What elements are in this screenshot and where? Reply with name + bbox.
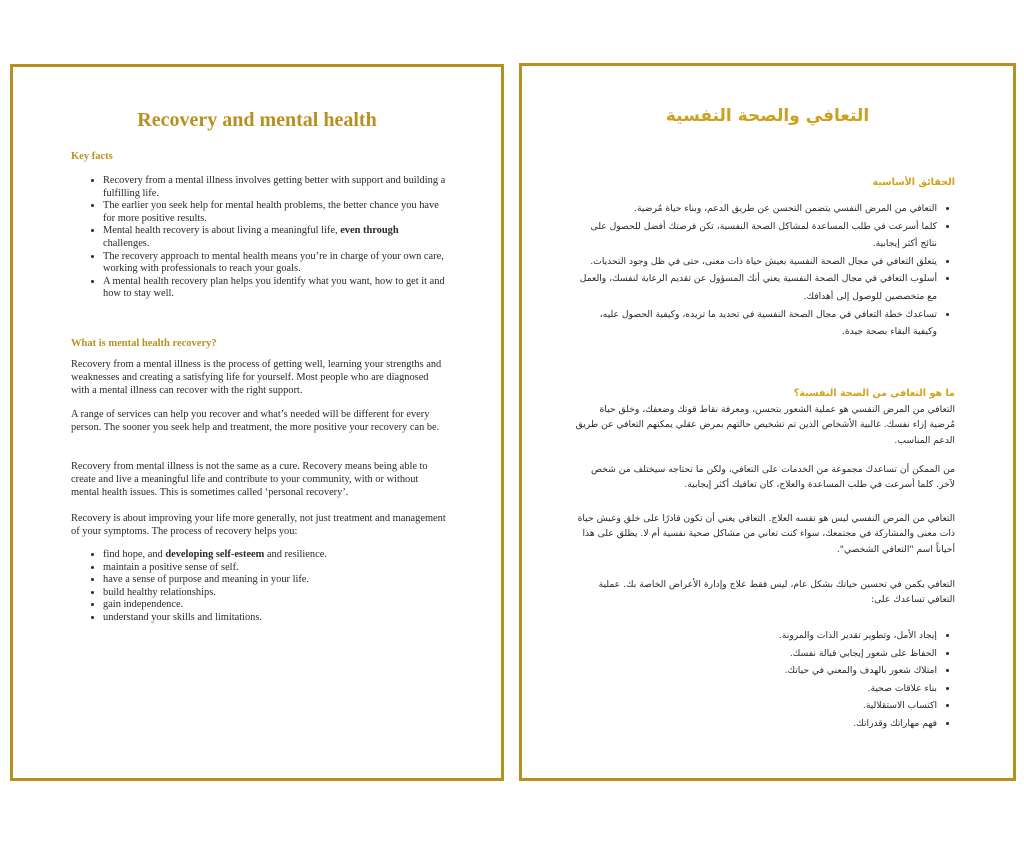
english-key-facts-heading: Key facts — [71, 151, 113, 162]
arabic-title: التعافي والصحة النفسية — [665, 106, 870, 126]
english-key-facts-list — [71, 175, 446, 301]
paragraph: التعافي يكمن في تحسين حياتك بشكل عام، ليس فقط علاج وإدارة الأعراض الخاصة بك. عملية التعافي تساعدك على: — [598, 579, 955, 606]
list-item: • maintain a positive sense of self. — [103, 562, 446, 575]
list-item: • امتلاك شعور بالهدف والمعني في حياتك. — [575, 662, 937, 680]
list-item: • find hope, and developing self-esteem and resilience. — [103, 549, 446, 562]
list-item: • يتعلق التعافي في مجال الصحة النفسية بعيش حياة ذات معنى، حتى في ظل وجود التحديات. — [575, 253, 937, 271]
english-helps-list — [71, 549, 446, 625]
list-item: • أسلوب التعافي في مجال الصحة النفسية يعني أنك المسؤول عن تقديم الرعاية لنفسك، والعمل مع متخصصين للوصول إلى أهدافك. — [575, 270, 937, 305]
list-item: • build healthy relationships. — [103, 587, 446, 600]
paragraph: التعافي من المرض النفسي هو عملية الشعور بتحسن، ومعرفة نقاط قوتك وضعفك، وخلق حياة مُرضية إزاء نفسك. غالبية الأشخاص الذين تم تشخيص حالتهم بمرض عقلي يمكنهم التعافي عن طريق الدعم المناسب. — [575, 404, 955, 446]
list-item: • تساعدك خطة التعافي في مجال الصحة النفسية في تحديد ما تريده، وكيفية الحصول عليه، وكيفية البقاء بصحة جيدة. — [575, 306, 937, 341]
arabic-helps-list — [575, 627, 955, 733]
paragraph: التعافي من المرض النفسي ليس هو نفسه العلاج. التعافي يعني أن تكون قادرًا على خلق وعيش حياة ذات معنى والمشاركة في مجتمعك، سواء كنت تعاني من مشاكل صحية نفسية أم لا. يطلق على هذا أحياناً اسم "التعافي الشخصي". — [577, 513, 955, 555]
list-item: • اكتساب الاستقلالية. — [575, 697, 937, 715]
list-item: • الحفاظ على شعور إيجابي قبالة نفسك. — [575, 645, 937, 663]
paragraph: Recovery is about improving your life more generally, not just treatment and management of your symptoms. The process of recovery helps you: — [71, 513, 446, 538]
list-item: • Recovery from a mental illness involves getting better with support and building a fulfilling life. — [103, 175, 446, 200]
list-item: • The earlier you seek help for mental health problems, the better chance you have for more positive results. — [103, 200, 446, 225]
list-item: • إيجاد الأمل، وتطوير تقدير الذات والمرونة. — [575, 627, 937, 645]
list-item: • gain independence. — [103, 599, 446, 612]
list-item: • have a sense of purpose and meaning in your life. — [103, 574, 446, 587]
arabic-key-facts-heading: الحقائق الأساسية — [872, 177, 955, 188]
paragraph: Recovery from a mental illness is the process of getting well, learning your strengths and weaknesses and creating a satisfying life for yourself. Most people who are diagnosed with a mental illness can recover with the right support. — [71, 359, 442, 397]
english-page — [10, 64, 504, 781]
paragraph: A range of services can help you recover and what’s needed will be different for every person. The sooner you seek help and treatment, the more positive your recovery can be. — [71, 409, 440, 434]
arabic-section-heading: ما هو التعافي من الصحة النفسية؟ — [793, 388, 955, 399]
english-section-heading: What is mental health recovery? — [71, 338, 217, 349]
paragraph: من الممكن أن تساعدك مجموعة من الخدمات على التعافي، ولكن ما تحتاجه سيختلف من شخص لآخر. كلما أسرعت في طلب المساعدة والعلاج، كان تعافيك أكثر إيجابية. — [590, 464, 955, 491]
arabic-page — [519, 63, 1016, 781]
list-item: • The recovery approach to mental health means you’re in charge of your own care, working with professionals to reach your goals. — [103, 251, 446, 276]
paragraph: Recovery from mental illness is not the same as a cure. Recovery means being able to create and live a meaningful life and contribute to your community, with or without mental health issues. This is sometimes called ‘personal recovery’. — [71, 461, 428, 499]
list-item: • understand your skills and limitations. — [103, 612, 446, 625]
list-item: • بناء علاقات صحية. — [575, 680, 937, 698]
english-title: Recovery and mental health — [137, 109, 377, 131]
list-item: • التعافي من المرض النفسي يتضمن التحسن عن طريق الدعم، وبناء حياة مُرضية. — [575, 200, 937, 218]
list-item: • كلما أسرعت في طلب المساعدة لمشاكل الصحة النفسية، تكن فرصتك أفضل للحصول على نتائج أكثر إيجابية. — [575, 218, 937, 253]
list-item: • فهم مهاراتك وقدراتك. — [575, 715, 937, 733]
arabic-key-facts-list — [575, 200, 955, 341]
list-item: • A mental health recovery plan helps you identify what you want, how to get it and how to stay well. — [103, 276, 446, 301]
list-item: • Mental health recovery is about living a meaningful life, even through challenges. — [103, 225, 446, 250]
